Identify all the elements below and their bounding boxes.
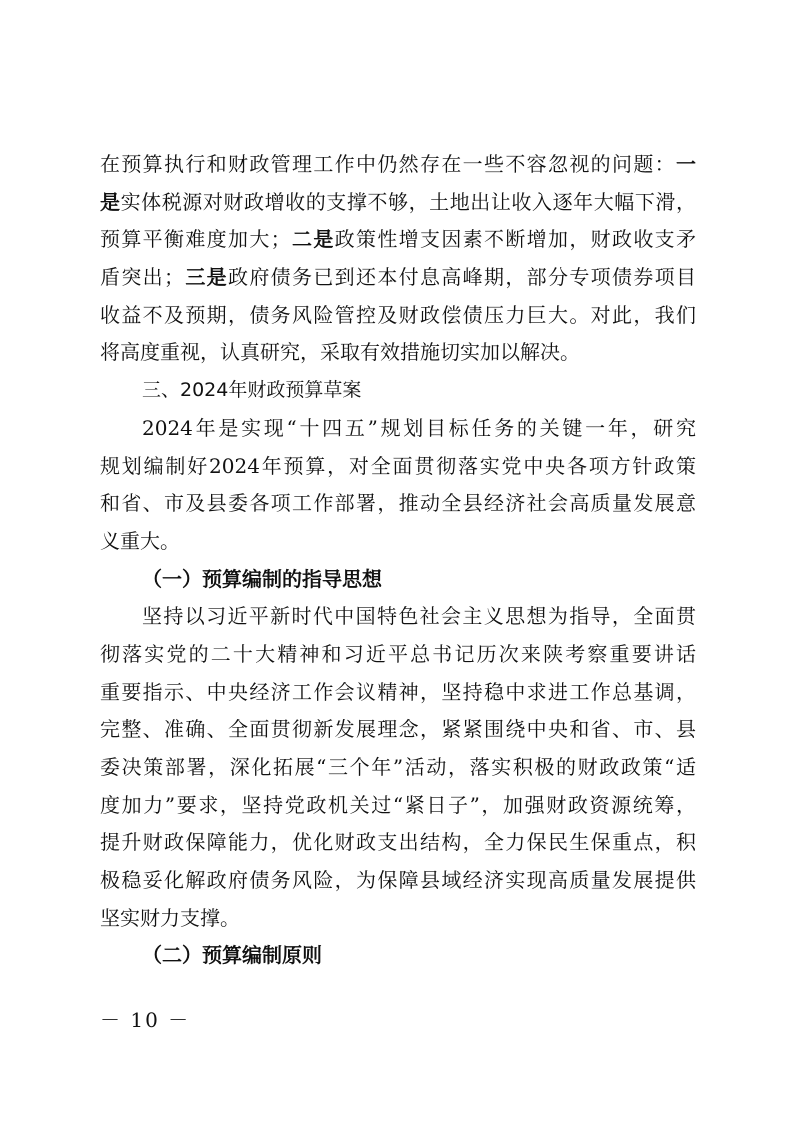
page-number: － 10 －	[100, 1008, 191, 1032]
text-line: 盾突出；三是政府债务已到还本付息高峰期，部分专项债券项目	[100, 265, 696, 290]
text-line: 委决策部署，深化拓展“三个年”活动，落实积极的财政政策“适	[100, 755, 696, 779]
subsection-heading: （二）预算编制原则	[142, 943, 322, 968]
text-line: 极稳妥化解政府债务风险，为保障县域经济实现高质量发展提供	[100, 868, 696, 893]
text-line: 规划编制好2024年预算，对全面贯彻落实党中央各项方针政策	[100, 453, 696, 478]
document-body	[100, 146, 696, 975]
bold-marker: 三是	[184, 265, 228, 290]
bold-marker: 二是	[290, 227, 335, 252]
text-line: 和省、市及县委各项工作部署，推动全县经济社会高质量发展意	[100, 491, 696, 516]
text-line: 在预算执行和财政管理工作中仍然存在一些不容忽视的问题：一	[100, 152, 696, 176]
bold-marker: 一	[676, 152, 696, 176]
paragraph-2024-budget-intro	[100, 410, 696, 561]
text-line: 坚实财力支撑。	[100, 905, 240, 930]
text-line: 义重大。	[100, 528, 180, 553]
text-line: 收益不及预期，债务风险管控及财政偿债压力巨大。对此，我们	[100, 302, 696, 327]
text-line: 是实体税源对财政增收的支撑不够，土地出让收入逐年大幅下滑，	[100, 189, 697, 214]
text-line: 彻落实党的二十大精神和习近平总书记历次来陕考察重要讲话	[100, 641, 696, 666]
paragraph-guiding-thought	[100, 598, 696, 937]
text-line: 度加力”要求，坚持党政机关过“紧日子”，加强财政资源统筹，	[100, 792, 696, 817]
text-line: 将高度重视，认真研究，采取有效措施切实加以解决。	[100, 340, 580, 365]
bold-marker: 是	[100, 189, 121, 214]
text-line: 预算平衡难度加大；二是政策性增支因素不断增加，财政收支矛	[100, 227, 697, 252]
text-line: 完整、准确、全面贯彻新发展理念，紧紧围绕中央和省、市、县	[100, 717, 696, 742]
text-line: 2024年是实现“十四五”规划目标任务的关键一年，研究	[142, 415, 696, 440]
section-heading: 三、2024年财政预算草案	[142, 379, 362, 402]
text-line: 重要指示、中央经济工作会议精神，坚持稳中求进工作总基调，	[100, 679, 696, 704]
text-line: 提升财政保障能力，优化财政支出结构，全力保民生保重点，积	[100, 830, 696, 855]
text-line: 坚持以习近平新时代中国特色社会主义思想为指导，全面贯	[142, 604, 696, 629]
subsection-heading: （一）预算编制的指导思想	[142, 566, 382, 591]
paragraph-problems	[100, 146, 696, 372]
